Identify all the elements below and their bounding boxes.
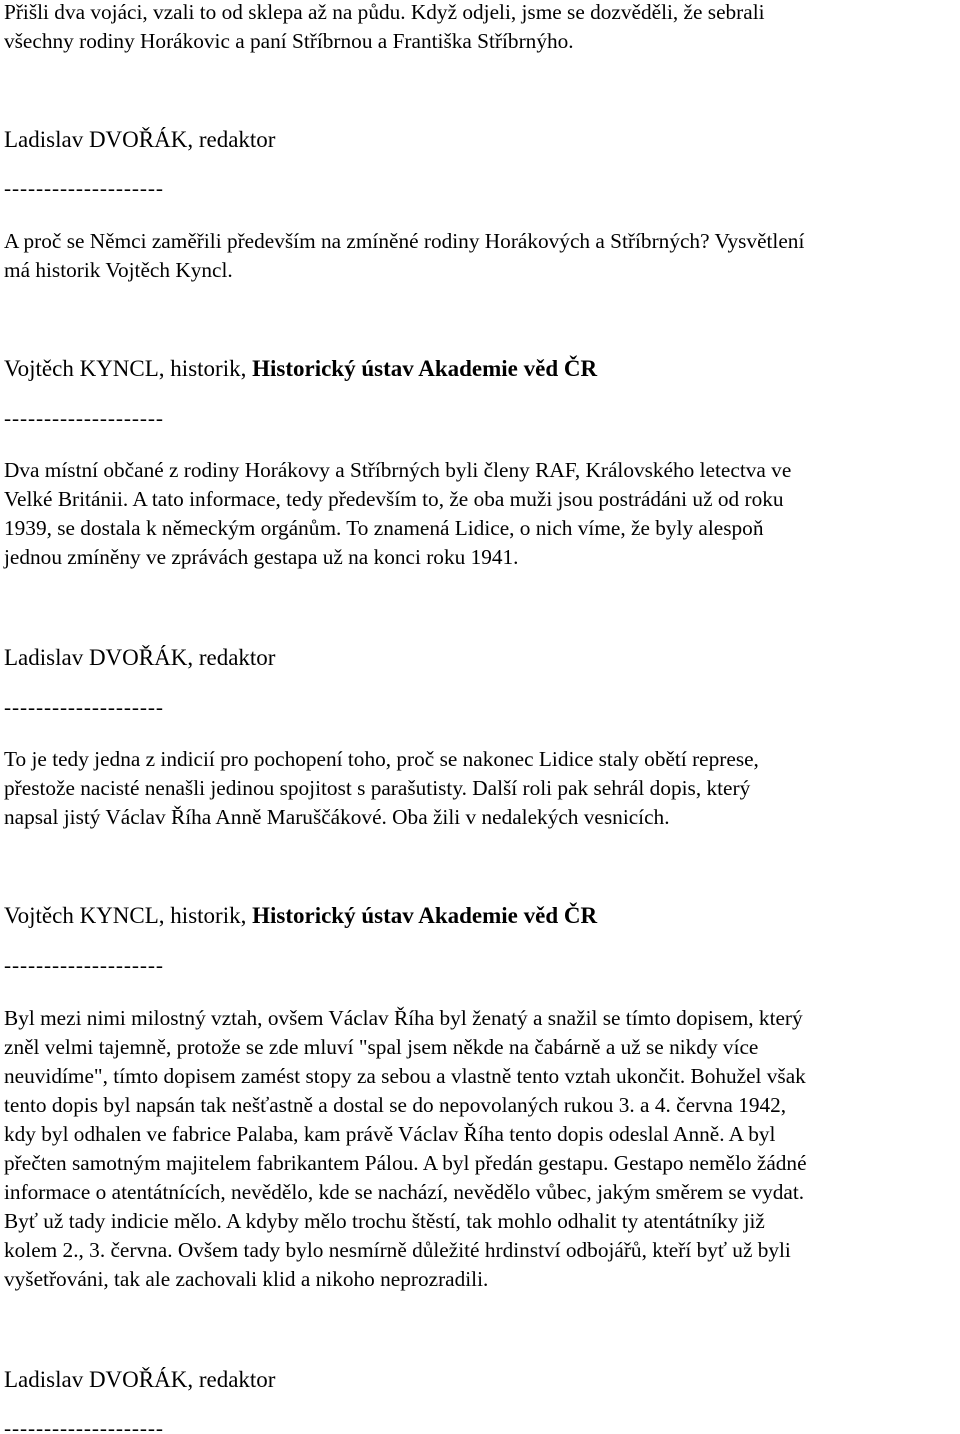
speaker-name: Ladislav DVOŘÁK, redaktor xyxy=(4,1367,276,1392)
paragraph-line: 1939, se dostala k německým orgánům. To znamená Lidice, o nich víme, že byly alespoň xyxy=(4,516,764,540)
paragraph xyxy=(4,227,960,285)
paragraph-line: vyšetřováni, tak ale zachovali klid a nikoho neprozradili. xyxy=(4,1267,489,1291)
paragraph-line: tento dopis byl napsán tak nešťastně a dostal se do nepovolaných rukou 3. a 4. června 1942, xyxy=(4,1093,787,1117)
paragraph-line: Byť už tady indicie mělo. A kdyby mělo trochu štěstí, tak mohlo odhalit ty atentátníky již xyxy=(4,1209,765,1233)
paragraph-line: informace o atentátnících, nevědělo, kde se nachází, nevědělo vůbec, jakým směrem se vydat. xyxy=(4,1180,805,1204)
paragraph xyxy=(4,456,960,572)
divider-dashes: -------------------- xyxy=(4,1416,164,1434)
paragraph-line: přestože nacisté nenašli jedinou spojitost s parašutisty. Další roli pak sehrál dopis, který xyxy=(4,776,751,800)
paragraph-line: všechny rodiny Horákovic a paní Stříbrnou a Františka Stříbrnýho. xyxy=(4,29,574,53)
paragraph-line: kdy byl odhalen ve fabrice Palaba, kam právě Václav Říha tento dopis odeslal Anně. A byl xyxy=(4,1122,776,1146)
paragraph-line: Dva místní občané z rodiny Horákovy a Stříbrných byli členy RAF, Královského letectva ve xyxy=(4,458,792,482)
paragraph-line: kolem 2., 3. června. Ovšem tady bylo nesmírně důležité hrdinství odbojářů, kteří byť už byli xyxy=(4,1238,791,1262)
speaker-heading xyxy=(4,354,960,384)
speaker-name: Ladislav DVOŘÁK, redaktor xyxy=(4,645,276,670)
paragraph-line: neuvidíme", tímto dopisem zamést stopy za sebou a vlastně tento vztah ukončit. Bohužel však xyxy=(4,1064,806,1088)
divider-dashes: -------------------- xyxy=(4,176,164,200)
speaker-heading xyxy=(4,125,960,155)
divider-dashes: -------------------- xyxy=(4,406,164,430)
speaker-institution: Historický ústav Akademie věd ČR xyxy=(252,903,598,928)
paragraph-line: zněl velmi tajemně, protože se zde mluví "spal jsem někde na čabárně a už se nikdy více xyxy=(4,1035,759,1059)
paragraph xyxy=(4,1004,960,1294)
speaker-institution: Historický ústav Akademie věd ČR xyxy=(252,356,598,381)
speaker-heading xyxy=(4,1365,960,1395)
divider-dashes: -------------------- xyxy=(4,953,164,977)
paragraph xyxy=(4,745,960,832)
paragraph-line: Byl mezi nimi milostný vztah, ovšem Václav Říha byl ženatý a snažil se tímto dopisem, který xyxy=(4,1006,803,1030)
paragraph-line: napsal jistý Václav Říha Anně Maruščákové. Oba žili v nedalekých vesnicích. xyxy=(4,805,670,829)
paragraph-line: má historik Vojtěch Kyncl. xyxy=(4,258,233,282)
speaker-name: Vojtěch KYNCL, historik, xyxy=(4,903,253,928)
speaker-name: Vojtěch KYNCL, historik, xyxy=(4,356,253,381)
paragraph xyxy=(4,0,960,56)
speaker-heading xyxy=(4,643,960,673)
paragraph-line: A proč se Němci zaměřili především na zmíněné rodiny Horákových a Stříbrných? Vysvětlení xyxy=(4,229,805,253)
paragraph-line: přečten samotným majitelem fabrikantem Pálou. A byl předán gestapu. Gestapo nemělo žádné xyxy=(4,1151,807,1175)
paragraph-line: To je tedy jedna z indicií pro pochopení toho, proč se nakonec Lidice staly obětí represe, xyxy=(4,747,759,771)
speaker-heading xyxy=(4,901,960,931)
divider-dashes: -------------------- xyxy=(4,695,164,719)
paragraph-line: Přišli dva vojáci, vzali to od sklepa až na půdu. Když odjeli, jsme se dozvěděli, že sebrali xyxy=(4,0,765,24)
paragraph-line: jednou zmíněny ve zprávách gestapa už na konci roku 1941. xyxy=(4,545,519,569)
paragraph-line: Velké Británii. A tato informace, tedy především to, že oba muži jsou postrádáni už od roku xyxy=(4,487,784,511)
speaker-name: Ladislav DVOŘÁK, redaktor xyxy=(4,127,276,152)
